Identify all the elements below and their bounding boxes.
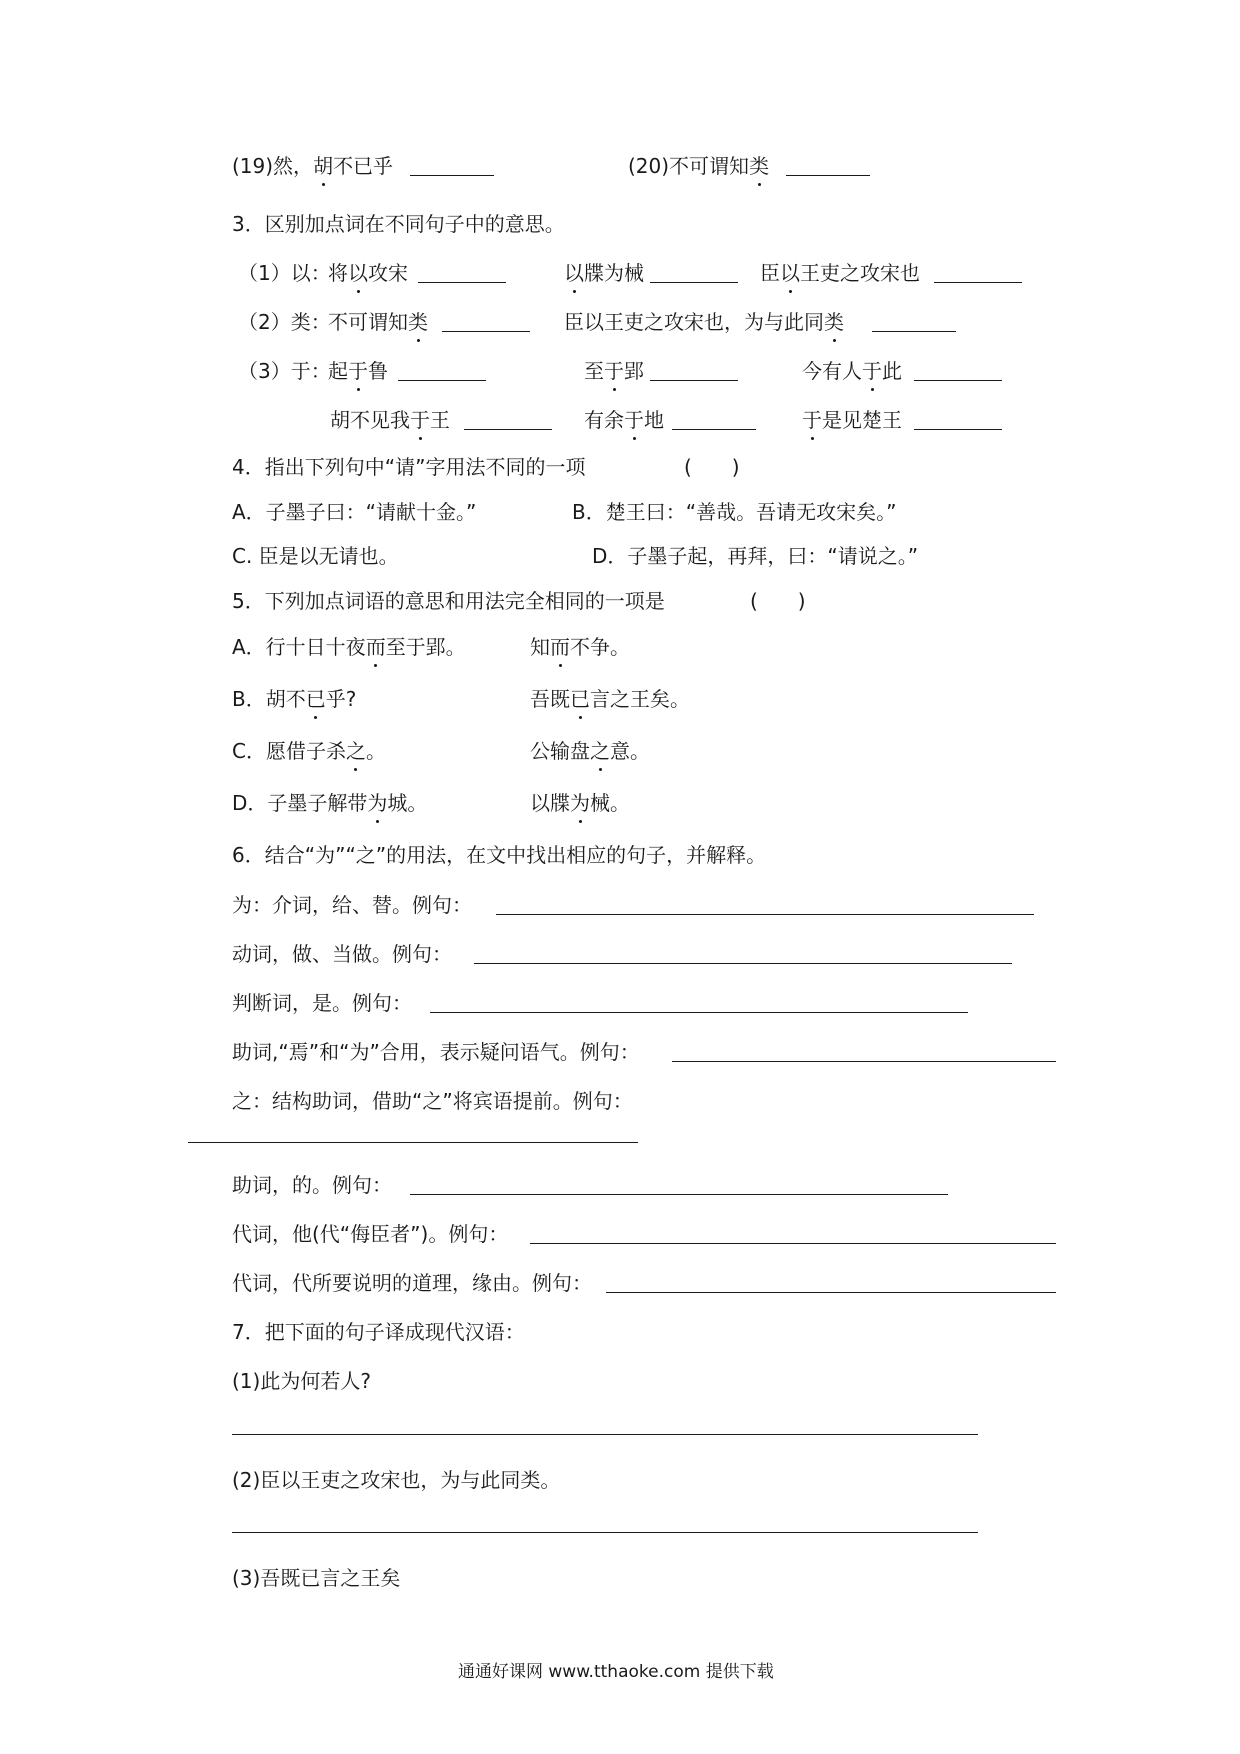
answer-blank[interactable]	[496, 914, 1034, 915]
q7-sentence-1: (1)此为何若人?	[232, 1369, 371, 1393]
answer-blank[interactable]	[606, 1292, 1056, 1293]
q6-line-7-label: 代词，他(代“侮臣者”)。例句：	[232, 1222, 509, 1246]
answer-blank[interactable]	[914, 380, 1002, 381]
q5-option-a-left: A．行十日十夜而至于郢。	[232, 635, 466, 659]
q3-row2-label: （2）类：	[238, 310, 331, 334]
q3-row3-label: （3）于：	[238, 359, 331, 383]
q3-row3-a: 起于鲁	[328, 359, 388, 383]
q6-line-3-label: 判断词，是。例句：	[232, 991, 412, 1015]
answer-blank[interactable]	[398, 380, 486, 381]
q3-row1-b: 以牒为械	[564, 261, 644, 285]
q3-row4-b: 有余于地	[584, 408, 664, 432]
dotted-char: 于	[862, 359, 882, 383]
q6-line-4-label: 助词,“焉”和“为”合用，表示疑问语气。例句：	[232, 1040, 640, 1064]
answer-blank[interactable]	[232, 1532, 978, 1533]
dotted-char: 于	[348, 359, 368, 383]
q5-answer-paren[interactable]: ( )	[750, 589, 806, 613]
answer-blank[interactable]	[914, 429, 1002, 430]
q6-title: 6．结合“为”“之”的用法，在文中找出相应的句子，并解释。	[232, 843, 767, 867]
q3-title: 3．区别加点词在不同句子中的意思。	[232, 212, 565, 236]
answer-blank[interactable]	[530, 1243, 1056, 1244]
q7-sentence-3: (3)吾既已言之王矣	[232, 1566, 401, 1590]
dotted-char: 而	[365, 635, 386, 659]
dotted-char: 胡	[313, 154, 334, 178]
answer-blank[interactable]	[786, 175, 870, 176]
dotted-char: 类	[749, 154, 770, 178]
q3-row1-c: 臣以王吏之攻宋也	[760, 261, 920, 285]
answer-blank[interactable]	[650, 282, 738, 283]
answer-blank[interactable]	[188, 1142, 638, 1143]
q4-option-a: A．子墨子曰：“请献十金。”	[232, 500, 477, 524]
dotted-char: 之	[345, 739, 366, 763]
q4-title: 4．指出下列句中“请”字用法不同的一项	[232, 455, 586, 479]
q7-title: 7．把下面的句子译成现代汉语：	[232, 1320, 525, 1344]
dotted-char: 类	[408, 310, 428, 334]
q5-option-b-left: B．胡不已乎?	[232, 687, 357, 711]
answer-blank[interactable]	[672, 1061, 1056, 1062]
q5-option-c-right: 公输盘之意。	[530, 739, 650, 763]
answer-blank[interactable]	[410, 175, 494, 176]
dotted-char: 于	[802, 408, 822, 432]
q3-row2-a: 不可谓知类	[328, 310, 428, 334]
answer-blank[interactable]	[474, 963, 1012, 964]
q5-option-d-right: 以牒为械。	[530, 791, 630, 815]
dotted-char: 而	[550, 635, 570, 659]
q6-line-2-label: 动词，做、当做。例句：	[232, 942, 452, 966]
answer-blank[interactable]	[872, 331, 956, 332]
answer-blank[interactable]	[650, 380, 738, 381]
dotted-char: 于	[410, 408, 430, 432]
q5-option-d-left: D．子墨子解带为城。	[232, 791, 428, 815]
answer-blank[interactable]	[410, 1194, 948, 1195]
dotted-char: 于	[604, 359, 624, 383]
q4-option-b: B．楚王曰：“善哉。吾请无攻宋矣。”	[572, 500, 897, 524]
answer-blank[interactable]	[934, 282, 1022, 283]
dotted-char: 已	[305, 687, 326, 711]
q3-row1-a: 将以攻宋	[328, 261, 408, 285]
dotted-char: 类	[824, 310, 844, 334]
q3-row2-b: 臣以王吏之攻宋也，为与此同类	[564, 310, 844, 334]
q5-title: 5．下列加点词语的意思和用法完全相同的一项是	[232, 589, 665, 613]
q7-sentence-2: (2)臣以王吏之攻宋也，为与此同类。	[232, 1468, 561, 1492]
answer-blank[interactable]	[232, 1434, 978, 1435]
q6-line-5-label: 之：结构助词，借助“之”将宾语提前。例句：	[232, 1089, 633, 1113]
dotted-char: 为	[570, 791, 590, 815]
q5-option-b-right: 吾既已言之王矣。	[530, 687, 690, 711]
q3-row4-a: 胡不见我于王	[330, 408, 450, 432]
q6-line-6-label: 助词，的。例句：	[232, 1173, 392, 1197]
answer-blank[interactable]	[418, 282, 506, 283]
answer-blank[interactable]	[442, 331, 530, 332]
item-19: (19)然，胡不已乎	[232, 154, 394, 178]
q3-row3-c: 今有人于此	[802, 359, 902, 383]
q4-option-c: C. 臣是以无请也。	[232, 544, 399, 568]
answer-blank[interactable]	[464, 429, 552, 430]
dotted-char: 为	[367, 791, 388, 815]
q6-line-8-label: 代词，代所要说明的道理，缘由。例句：	[232, 1271, 592, 1295]
q5-option-c-left: C．愿借子杀之。	[232, 739, 386, 763]
dotted-char: 以	[780, 261, 800, 285]
q5-option-a-right: 知而不争。	[530, 635, 630, 659]
answer-blank[interactable]	[672, 429, 756, 430]
dotted-char: 之	[590, 739, 610, 763]
q4-option-d: D．子墨子起，再拜，曰：“请说之。”	[592, 544, 919, 568]
item-20: (20)不可谓知类	[628, 154, 770, 178]
footer-source: 通通好课网 www.tthaoke.com 提供下载	[458, 1662, 774, 1682]
q3-row1-label: （1）以：	[238, 261, 331, 285]
q3-row3-b: 至于郢	[584, 359, 644, 383]
dotted-char: 以	[564, 261, 584, 285]
answer-blank[interactable]	[430, 1012, 968, 1013]
dotted-char: 已	[570, 687, 590, 711]
q4-answer-paren[interactable]: ( )	[684, 455, 740, 479]
dotted-char: 于	[624, 408, 644, 432]
q6-line-1-label: 为：介词，给、替。例句：	[232, 893, 472, 917]
dotted-char: 以	[348, 261, 368, 285]
q3-row4-c: 于是见楚王	[802, 408, 902, 432]
